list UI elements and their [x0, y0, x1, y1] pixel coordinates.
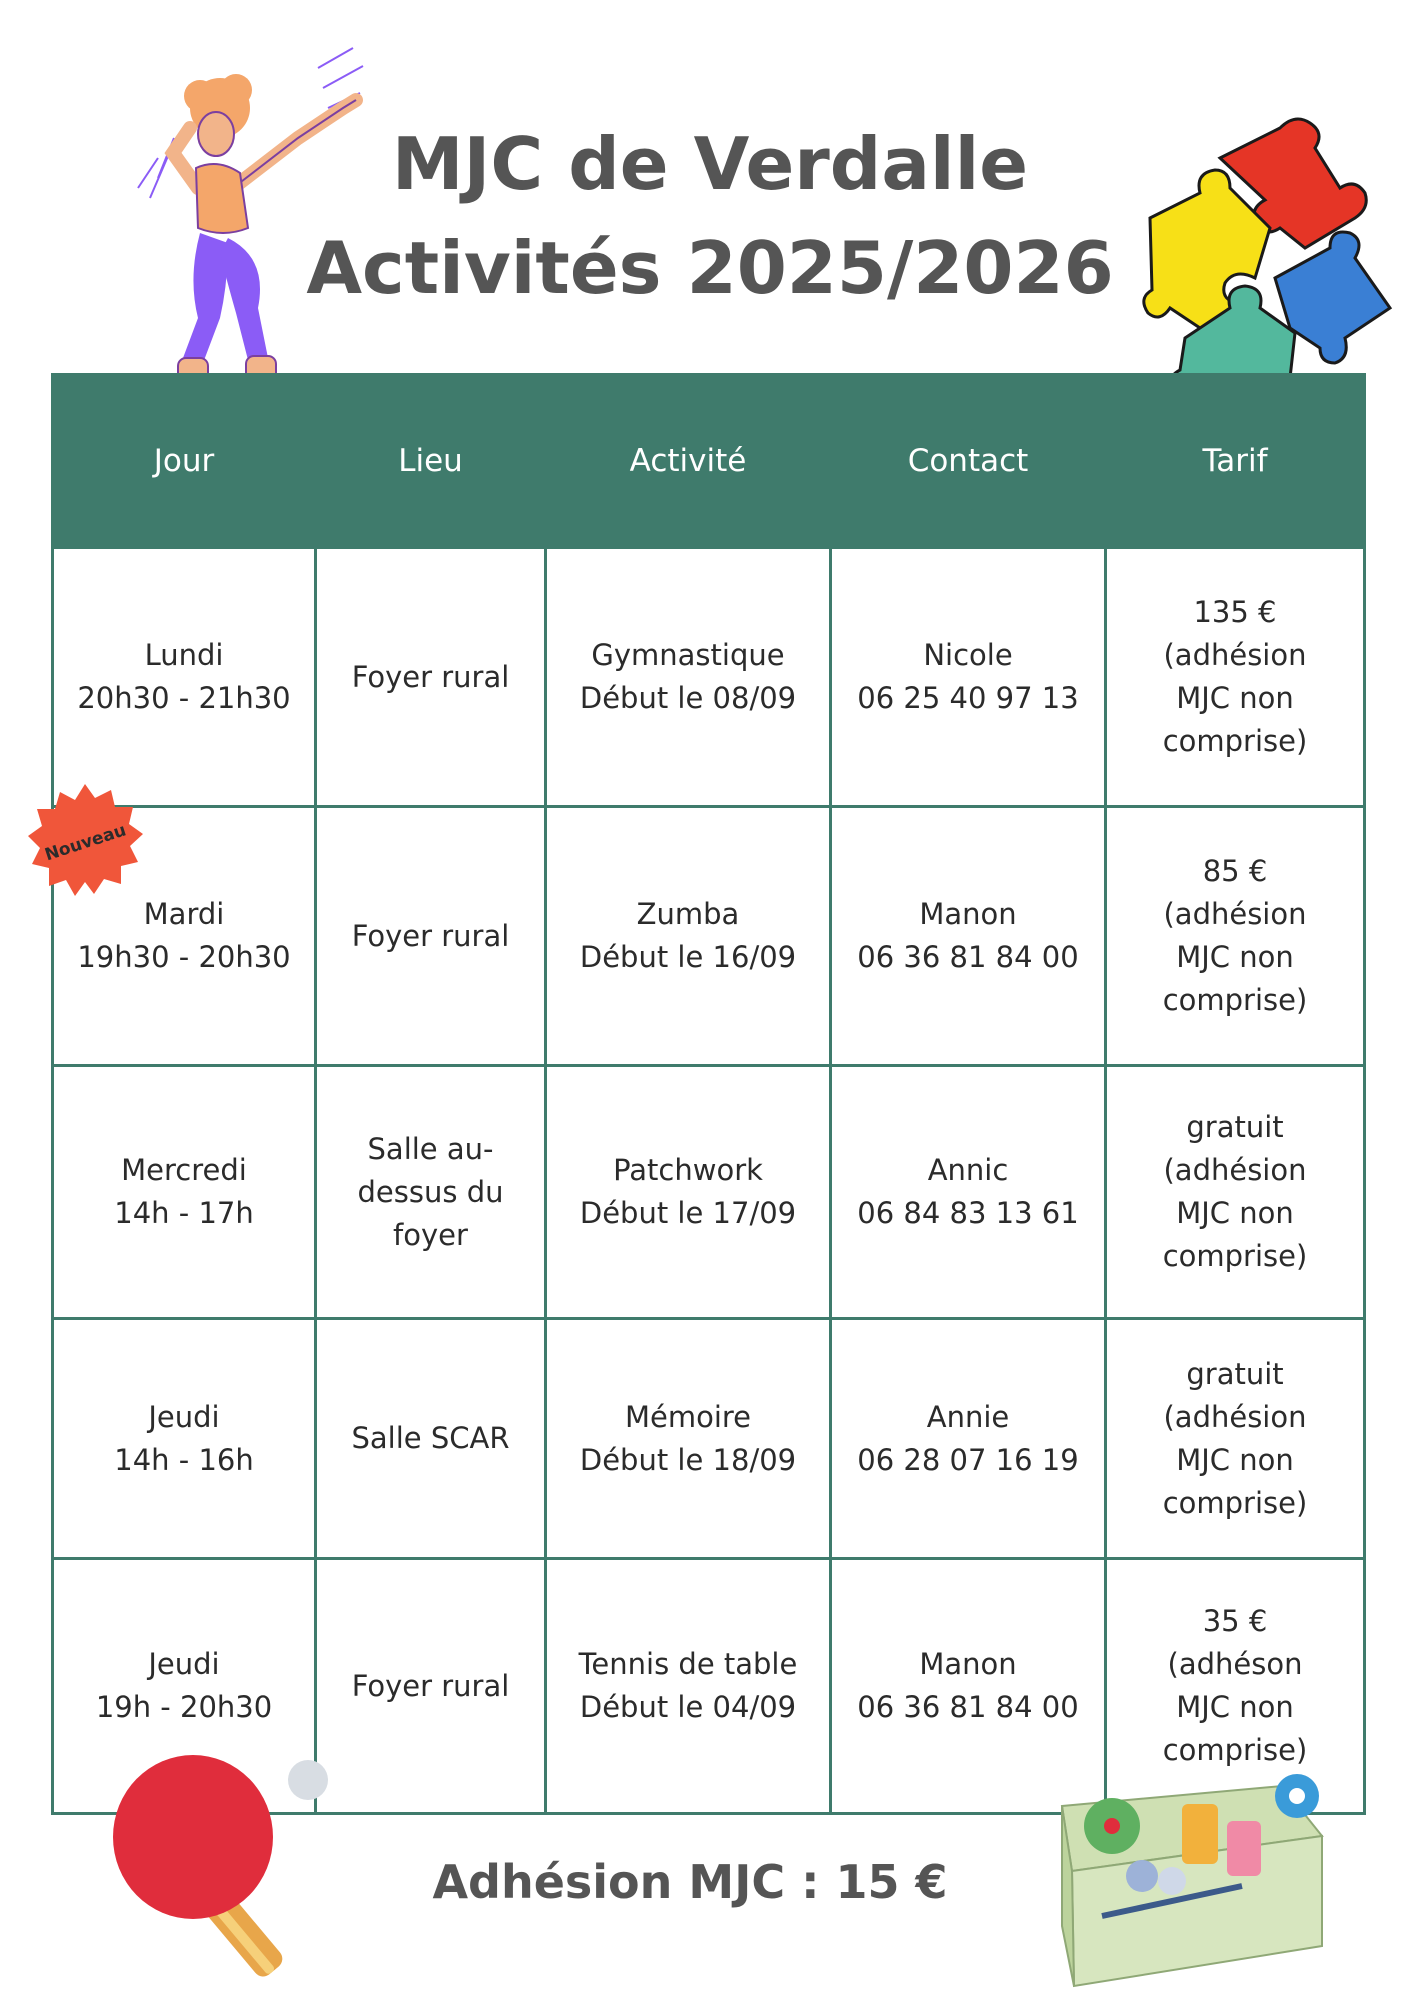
cell-lieu: Foyer rural	[316, 807, 546, 1066]
header-lieu: Lieu	[316, 375, 546, 548]
cell-contact: Nicole 06 25 40 97 13	[831, 548, 1106, 807]
sewing-box-illustration	[1042, 1766, 1332, 1996]
cell-tarif: gratuit (adhésion MJC non comprise)	[1106, 1066, 1365, 1319]
header-tarif: Tarif	[1106, 375, 1365, 548]
cell-activite: Zumba Début le 16/09	[546, 807, 831, 1066]
cell-activite: Tennis de table Début le 04/09	[546, 1559, 831, 1814]
cell-tarif: 35 € (adhéson MJC non comprise)	[1106, 1559, 1365, 1814]
cell-activite: Gymnastique Début le 08/09	[546, 548, 831, 807]
header-activite: Activité	[546, 375, 831, 548]
cell-lieu: Foyer rural	[316, 548, 546, 807]
table-row	[53, 548, 1365, 807]
cell-lieu: Salle SCAR	[316, 1319, 546, 1559]
page-title	[300, 112, 1120, 320]
cell-jour: Jeudi 19h - 20h30	[53, 1559, 316, 1814]
title-line-2: Activités 2025/2026	[306, 226, 1114, 310]
table-row	[53, 1319, 1365, 1559]
dancer-illustration	[128, 38, 368, 418]
cell-lieu: Salle au- dessus du foyer	[316, 1066, 546, 1319]
cell-tarif: 85 € (adhésion MJC non comprise)	[1106, 807, 1365, 1066]
cell-activite: Mémoire Début le 18/09	[546, 1319, 831, 1559]
cell-tarif: gratuit (adhésion MJC non comprise)	[1106, 1319, 1365, 1559]
cell-activite: Patchwork Début le 17/09	[546, 1066, 831, 1319]
cell-jour: Jeudi 14h - 16h	[53, 1319, 316, 1559]
cell-lieu: Foyer rural	[316, 1559, 546, 1814]
membership-fee: Adhésion MJC : 15 €	[432, 1855, 948, 1909]
cell-contact: Annic 06 84 83 13 61	[831, 1066, 1106, 1319]
cell-jour: Mercredi 14h - 17h	[53, 1066, 316, 1319]
table-row	[53, 807, 1365, 1066]
table-row	[53, 1066, 1365, 1319]
header-contact: Contact	[831, 375, 1106, 548]
header-jour: Jour	[53, 375, 316, 548]
cell-contact: Manon 06 36 81 84 00	[831, 807, 1106, 1066]
ping-pong-paddle-illustration	[108, 1752, 338, 1982]
puzzle-pieces-illustration	[1130, 108, 1400, 408]
title-line-1: MJC de Verdalle	[391, 122, 1029, 206]
cell-contact: Annie 06 28 07 16 19	[831, 1319, 1106, 1559]
cell-tarif: 135 € (adhésion MJC non comprise)	[1106, 548, 1365, 807]
table-header-row	[53, 375, 1365, 548]
nouveau-badge	[26, 782, 144, 900]
cell-contact: Manon 06 36 81 84 00	[831, 1559, 1106, 1814]
activities-table	[51, 373, 1366, 1815]
cell-jour: Lundi 20h30 - 21h30	[53, 548, 316, 807]
cell-jour: Mardi 19h30 - 20h30	[53, 807, 316, 1066]
nouveau-badge-label: Nouveau	[42, 820, 129, 866]
